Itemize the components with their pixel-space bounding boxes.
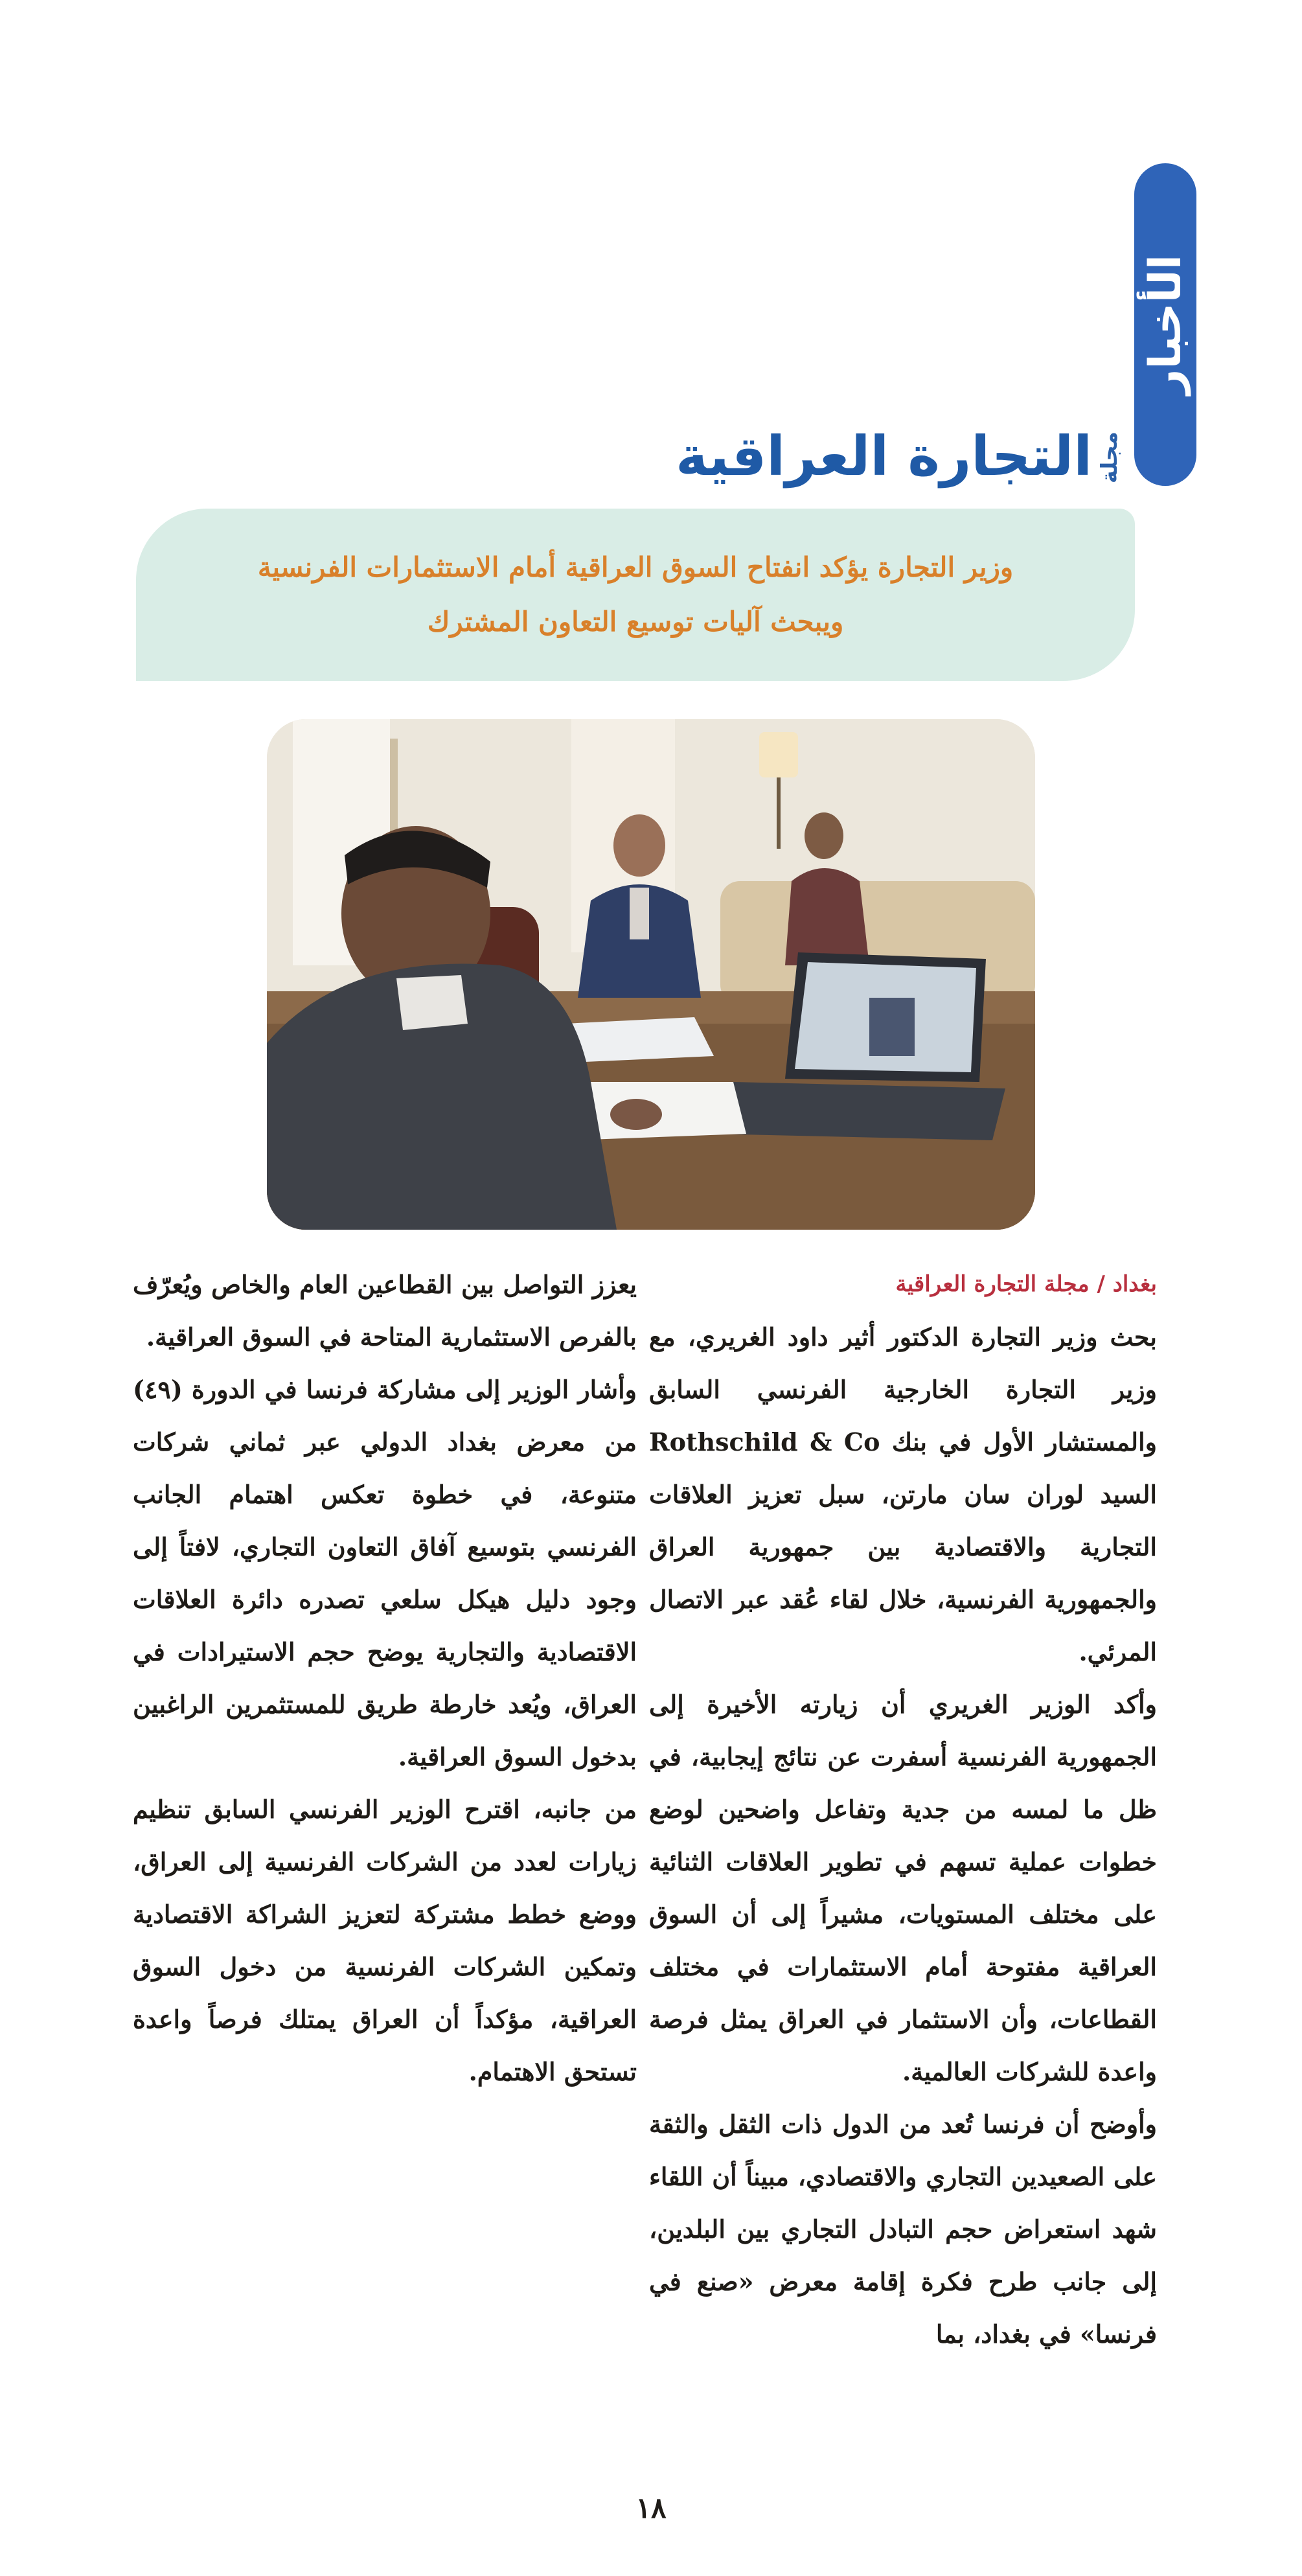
magazine-masthead — [676, 412, 1123, 488]
article-dateline: بغداد / مجلة التجارة العراقية — [895, 1271, 1157, 1297]
article-paragraph: وأوضح أن فرنسا تُعد من الدول ذات الثقل والثقة على الصعيدين التجاري والاقتصادي، مبيناً أن اللقاء شهد استعراض حجم التبادل التجاري بين البلدين، إلى جانب طرح فكرة إقامة معرض «صنع في فرنسا» في بغداد، بما — [649, 2110, 1157, 2349]
meeting-photo-illustration — [267, 719, 1035, 1230]
headline-line-2: ويبحث آليات توسيع التعاون المشترك — [427, 606, 844, 638]
article-paragraph: وأشار الوزير إلى مشاركة فرنسا في الدورة (٤٩) من معرض بغداد الدولي عبر ثماني شركات متنوعة، في خطوة تعكس اهتمام الجانب الفرنسي بتوسيع آفاق التعاون التجاري، لافتاً إلى وجود دليل هيكل سلعي تصدره دائرة العلاقات الاقتصادية والتجارية يوضح حجم الاستيرادات في العراق، ويُعد خارطة طريق للمستثمرين الراغبين بدخول السوق العراقية. — [133, 1375, 637, 1771]
masthead-small-label: مجلة — [1097, 431, 1123, 483]
section-tab-label: الأخبار — [1139, 255, 1191, 395]
article-paragraph: من جانبه، اقترح الوزير الفرنسي السابق تنظيم زيارات لعدد من الشركات الفرنسية إلى العراق، ووضع خطط مشتركة لتعزيز الشراكة الاقتصادية وتمكين الشركات الفرنسية من دخول السوق العراقية، مؤكداً أن العراق يمتلك فرصاً واعدة تستحق الاهتمام. — [133, 1795, 637, 2086]
section-tab — [1134, 163, 1196, 486]
masthead-title: التجارة العراقية — [676, 424, 1092, 488]
headline-banner — [136, 509, 1135, 681]
page-number: ١٨ — [635, 2492, 667, 2525]
meeting-photo — [267, 719, 1035, 1230]
article-column-left — [133, 1258, 637, 2098]
article-column-right — [649, 1258, 1157, 2360]
article-paragraph: يعزز التواصل بين القطاعين العام والخاص ويُعرّف بالفرص الاستثمارية المتاحة في السوق العراقية. — [133, 1270, 637, 1351]
article-paragraph: وأكد الوزير الغريري أن زيارته الأخيرة إلى الجمهورية الفرنسية أسفرت عن نتائج إيجابية، في ظل ما لمسه من جدية وتفاعل واضحين لوضع خطوات عملية تسهم في تطوير العلاقات الثنائية على مختلف المستويات، مشيراً إلى أن السوق العراقية مفتوحة أمام الاستثمارات في مختلف القطاعات، وأن الاستثمار في العراق يمثل فرصة واعدة للشركات العالمية. — [649, 1690, 1157, 2086]
article-paragraph: بحث وزير التجارة الدكتور أثير داود الغريري، مع وزير التجارة الخارجية الفرنسي السابق والمستشار الأول في بنك Rothschild & Co السيد لوران سان مارتن، سبل تعزيز العلاقات التجارية والاقتصادية بين جمهورية العراق والجمهورية الفرنسية، خلال لقاء عُقد عبر الاتصال المرئي. — [649, 1322, 1157, 1666]
headline-line-1: وزير التجارة يؤكد انفتاح السوق العراقية أمام الاستثمارات الفرنسية — [257, 551, 1014, 583]
